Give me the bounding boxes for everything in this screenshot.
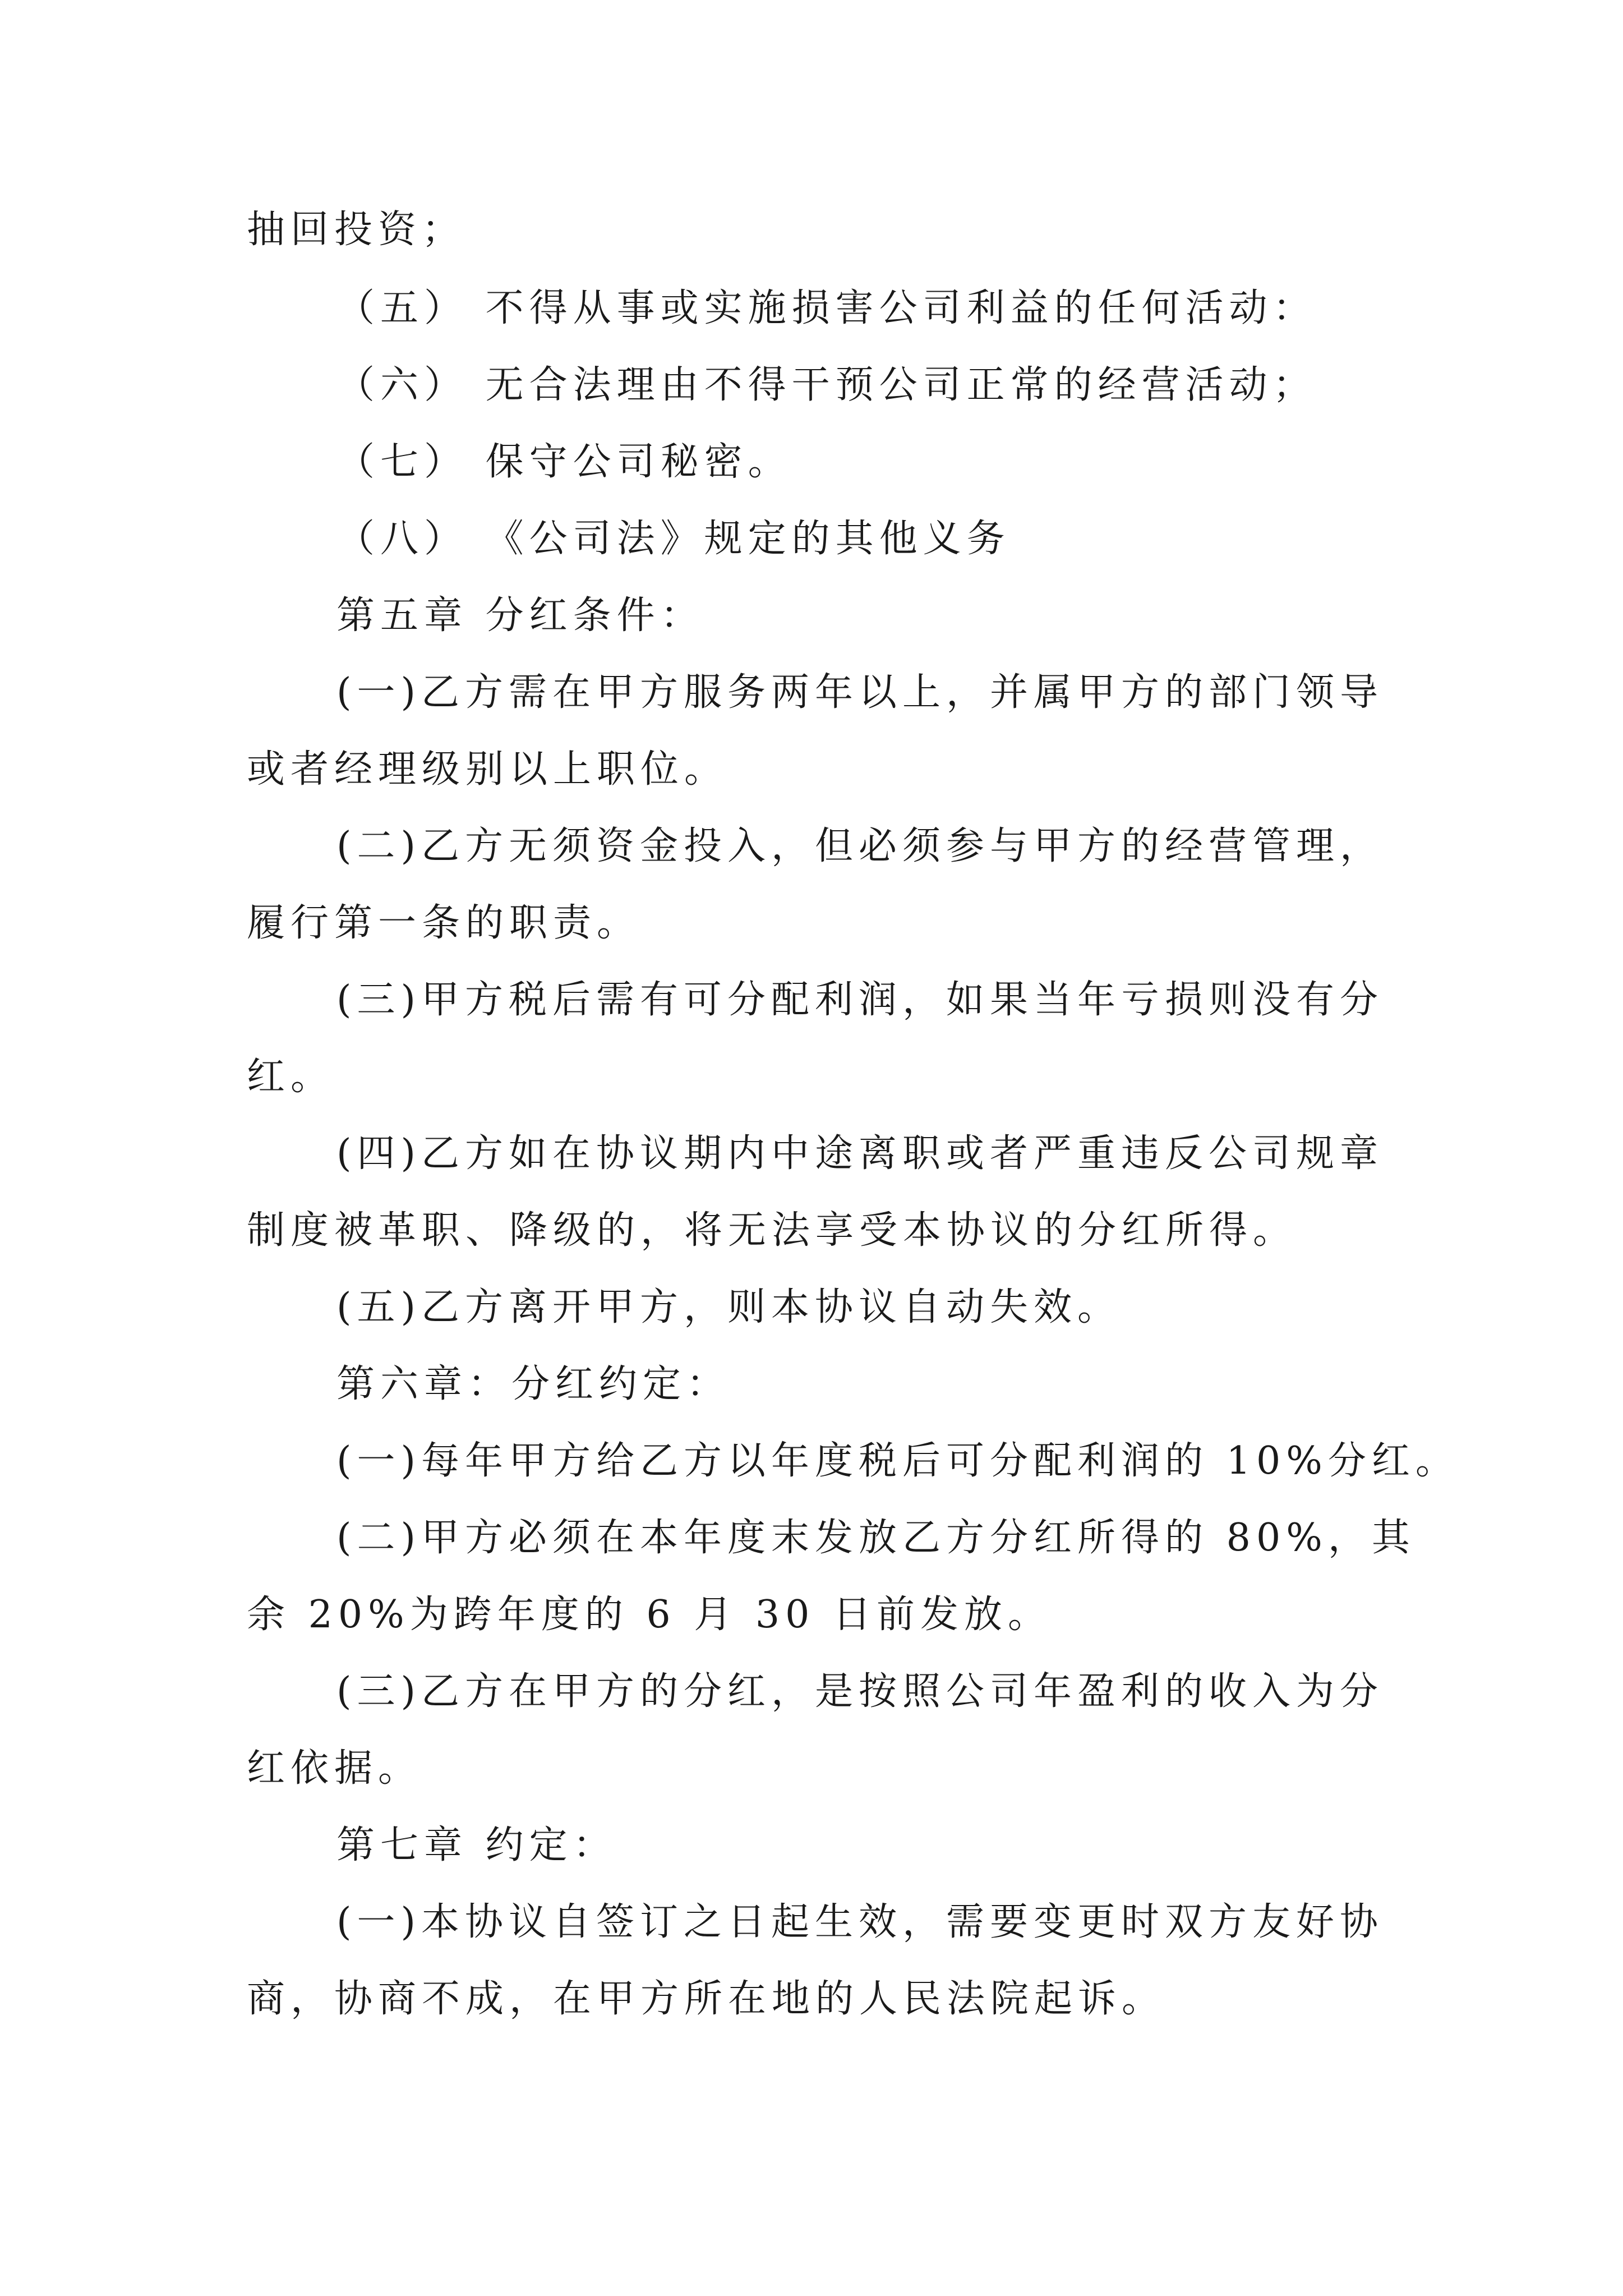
paragraph-line: 商，协商不成，在甲方所在地的人民法院起诉。 (247, 1977, 1166, 2021)
paragraph-line: 红。 (247, 1055, 335, 1099)
paragraph-line: (一)每年甲方给乙方以年度税后可分配利润的 10%分红。 (336, 1439, 1459, 1483)
paragraph-line: (三)甲方税后需有可分配利润，如果当年亏损则没有分 (336, 978, 1384, 1022)
paragraph-line: 抽回投资； (247, 208, 466, 252)
paragraph-line: (三)乙方在甲方的分红，是按照公司年盈利的收入为分 (336, 1669, 1384, 1714)
paragraph-line: (四)乙方如在协议期内中途离职或者严重违反公司规章 (336, 1131, 1384, 1176)
paragraph-line: (一)乙方需在甲方服务两年以上，并属甲方的部门领导 (336, 670, 1384, 715)
chapter-heading: 第六章：分红约定： (336, 1362, 731, 1406)
chapter-heading: 第七章 约定： (336, 1823, 617, 1867)
paragraph-line: (一)本协议自签订之日起生效，需要变更时双方友好协 (336, 1900, 1384, 1944)
paragraph-line: （七） 保守公司秘密。 (336, 440, 792, 484)
paragraph-line: 履行第一条的职责。 (247, 901, 641, 945)
chapter-heading: 第五章 分红条件： (336, 593, 704, 638)
paragraph-line: 余 20%为跨年度的 6 月 30 日前发放。 (247, 1593, 1052, 1637)
paragraph-line: （五） 不得从事或实施损害公司利益的任何活动： (336, 286, 1317, 330)
paragraph-line: (二)甲方必须在本年度末发放乙方分红所得的 80%，其 (336, 1516, 1415, 1560)
paragraph-line: 或者经理级别以上职位。 (247, 747, 728, 792)
paragraph-line: 制度被革职、降级的，将无法享受本协议的分红所得。 (247, 1208, 1297, 1253)
paragraph-line: （八） 《公司法》规定的其他义务 (336, 517, 1011, 561)
paragraph-line: 红依据。 (247, 1746, 422, 1791)
paragraph-line: （六） 无合法理由不得干预公司正常的经营活动； (336, 363, 1317, 407)
paragraph-line: (二)乙方无须资金投入，但必须参与甲方的经营管理， (336, 824, 1384, 868)
paragraph-line: (五)乙方离开甲方，则本协议自动失效。 (336, 1285, 1122, 1329)
